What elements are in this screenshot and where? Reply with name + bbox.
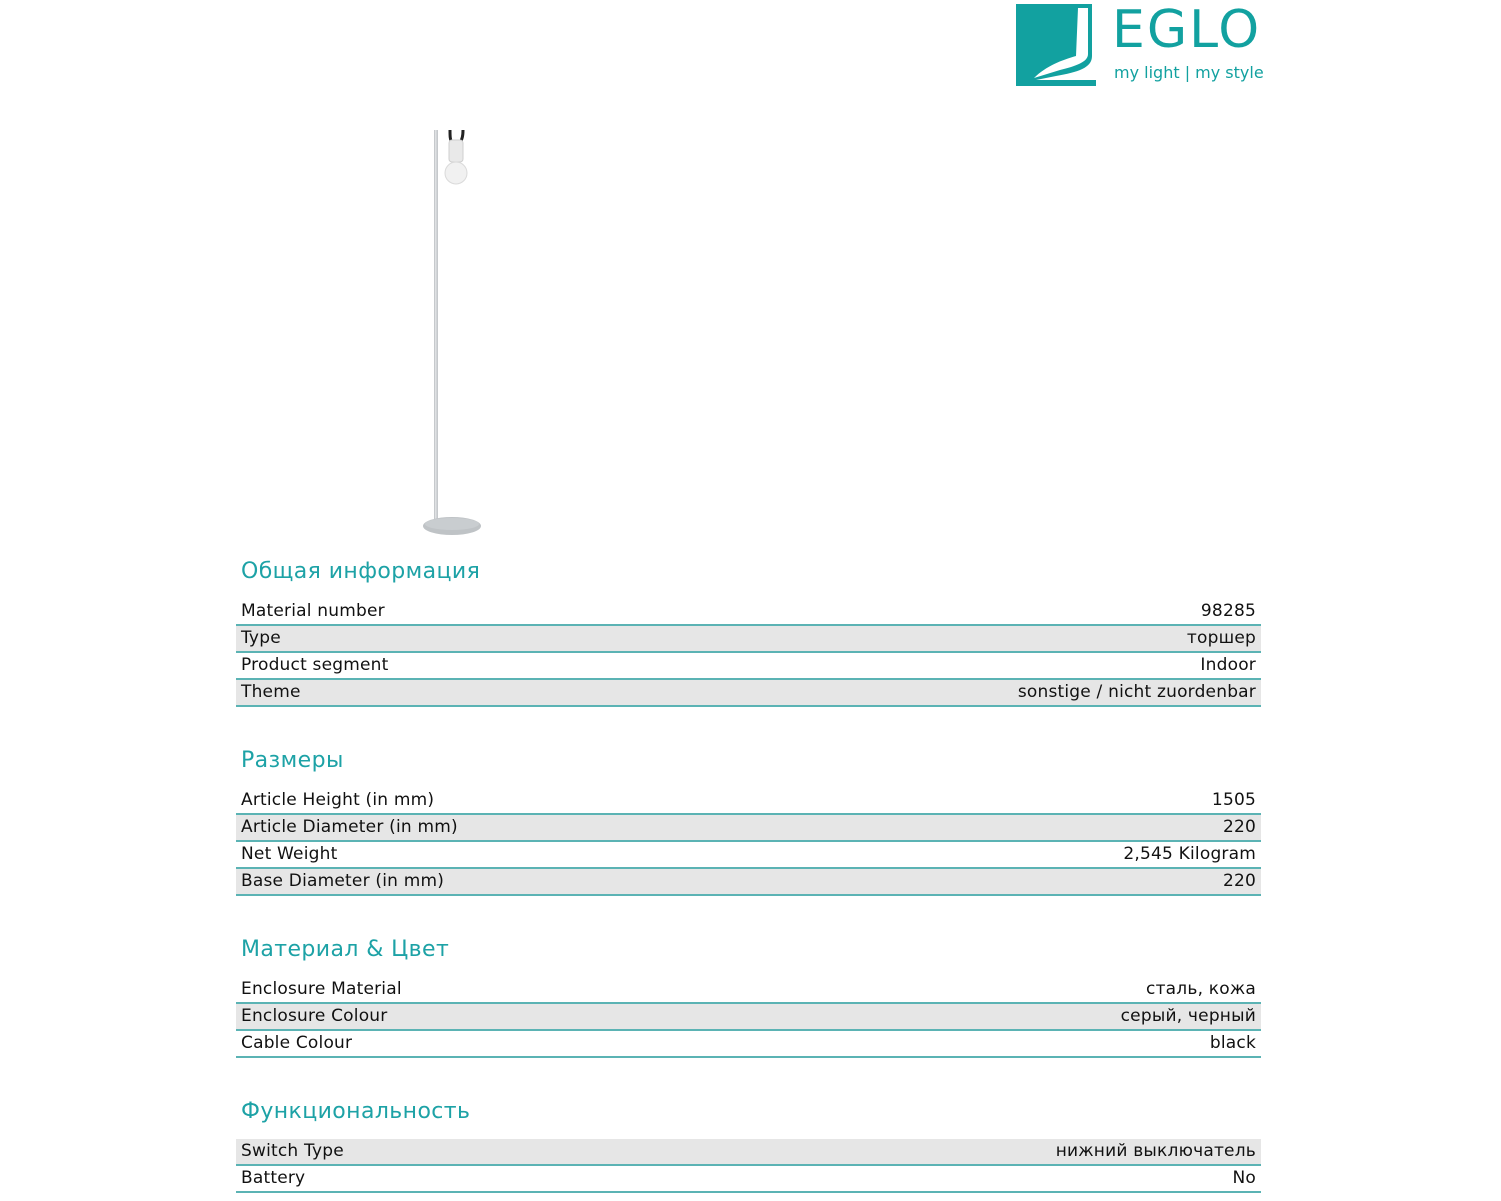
table-row	[236, 815, 1261, 842]
row-label: Material number	[241, 601, 385, 621]
brand-tagline: my light | my style	[1114, 63, 1264, 82]
product-image	[410, 128, 500, 543]
row-label: Enclosure Colour	[241, 1006, 388, 1026]
table-row	[236, 1004, 1261, 1031]
row-label: Type	[241, 628, 281, 648]
table-row	[236, 1139, 1261, 1166]
table-row	[236, 1031, 1261, 1058]
table-row	[236, 842, 1261, 869]
table-row	[236, 599, 1261, 626]
section-general-info	[236, 554, 1261, 707]
row-label: Switch Type	[241, 1141, 344, 1161]
section-material-colour	[236, 932, 1261, 1058]
brand-name: EGLO	[1112, 0, 1262, 60]
table-row	[236, 680, 1261, 707]
row-value: сталь, кожа	[1146, 979, 1256, 999]
row-value: 220	[1222, 871, 1256, 891]
row-value: серый, черный	[1120, 1006, 1256, 1026]
section-title: Функциональность	[241, 1099, 471, 1124]
row-value: нижний выключатель	[1055, 1141, 1256, 1161]
section-title: Общая информация	[241, 559, 481, 584]
section-title: Размеры	[241, 748, 344, 773]
section-title: Материал & Цвет	[241, 937, 450, 962]
row-value: 220	[1222, 817, 1256, 837]
floor-lamp-image	[410, 128, 500, 543]
eglo-lamp-mark-icon	[1016, 4, 1106, 88]
row-value: 2,545 Kilogram	[1123, 844, 1256, 864]
row-label: Article Height (in mm)	[241, 790, 435, 810]
row-value: 1505	[1211, 790, 1256, 810]
row-value: 98285	[1200, 601, 1256, 621]
row-label: Battery	[241, 1168, 306, 1188]
section-functionality	[236, 1094, 1261, 1193]
table-row	[236, 653, 1261, 680]
row-value: Indoor	[1200, 655, 1256, 675]
section-dimensions	[236, 743, 1261, 896]
row-label: Net Weight	[241, 844, 338, 864]
row-label: Theme	[241, 682, 301, 702]
table-row	[236, 1166, 1261, 1193]
table-row	[236, 977, 1261, 1004]
table-row	[236, 869, 1261, 896]
row-label: Article Diameter (in mm)	[241, 817, 458, 837]
eglo-logo	[1016, 0, 1266, 88]
table-row	[236, 788, 1261, 815]
row-label: Product segment	[241, 655, 389, 675]
row-label: Cable Colour	[241, 1033, 353, 1053]
table-row	[236, 626, 1261, 653]
row-label: Base Diameter (in mm)	[241, 871, 445, 891]
row-value: торшер	[1186, 628, 1256, 648]
row-label: Enclosure Material	[241, 979, 402, 999]
row-value: black	[1209, 1033, 1256, 1053]
row-value: sonstige / nicht zuordenbar	[1017, 682, 1256, 702]
row-value: No	[1232, 1168, 1256, 1188]
